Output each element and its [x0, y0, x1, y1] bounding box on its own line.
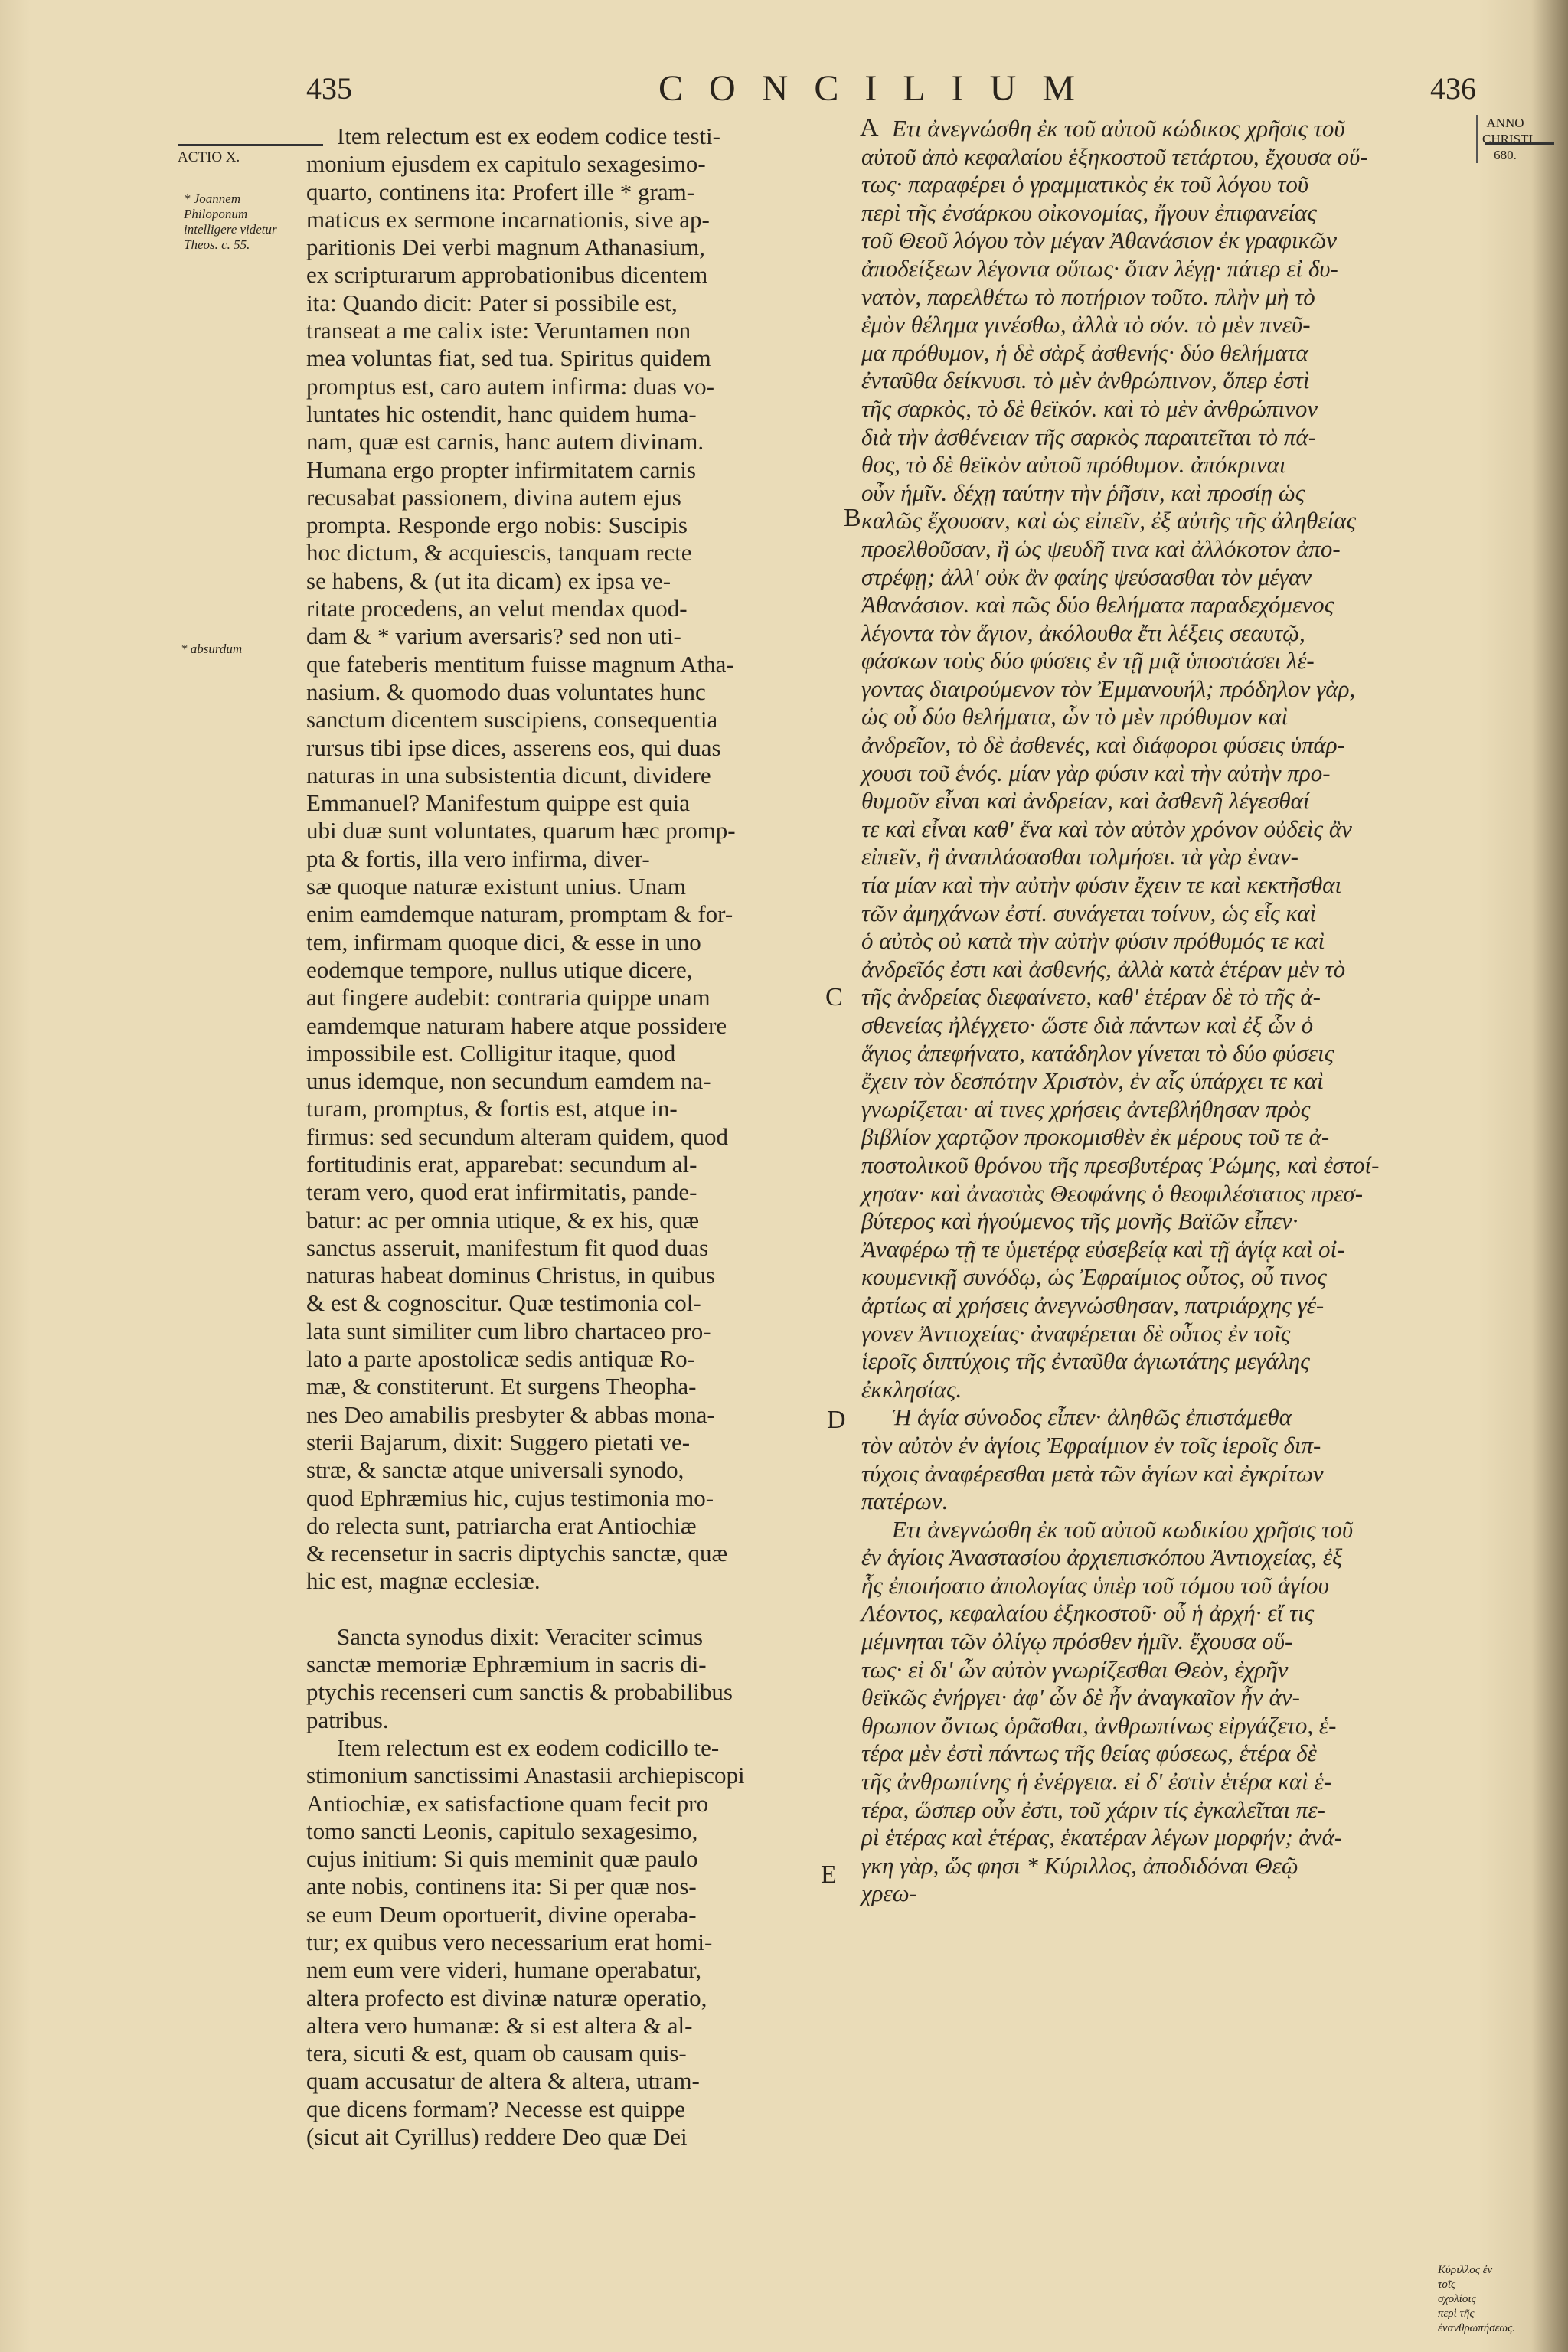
text-line: Λέοντος, κεφαλαίου ἑξηκοστοῦ· οὗ ἡ ἀρχή· εἴ τις	[861, 1599, 1315, 1627]
text-line: transeat a me calix iste: Veruntamen non	[306, 317, 691, 345]
latin-paragraph-3	[306, 1734, 850, 2151]
text-line: do relecta sunt, patriarcha erat Antiochiæ	[306, 1511, 697, 1539]
text-line: fortitudinis erat, apparebat: secundum al-	[306, 1150, 697, 1178]
text-line: ptychis recenseri cum sanctis & probabilibus	[306, 1678, 733, 1706]
text-line: εἰπεῖν, ἢ ἀναπλάσασθαι τολμήσει. τὰ γὰρ ἐναν-	[861, 843, 1298, 871]
text-line: tera, sicuti & est, quam ob causam quis-	[306, 2040, 687, 2067]
text-line: mea voluntas fiat, sed tua. Spiritus quidem	[306, 345, 711, 372]
text-line: quarto, continens ita: Profert ille * gram-	[306, 178, 695, 205]
text-line: μα πρόθυμον, ἡ δὲ σὰρξ ἀσθενής· δύο θελήματα	[861, 338, 1308, 366]
text-line: θεϊκῶς ἐνήργει· ἀφ' ὧν δὲ ἦν ἀναγκαῖον ἦν ἀν-	[861, 1684, 1300, 1711]
text-line: Ετι ἀνεγνώσθη ἐκ τοῦ αὐτοῦ κώδικος χρῆσις τοῦ	[892, 115, 1345, 142]
text-line: αὐτοῦ ἀπὸ κεφαλαίου ἑξηκοστοῦ τετάρτου, ἔχουσα οὕ-	[861, 142, 1368, 170]
text-line: πατέρων.	[861, 1488, 949, 1515]
margin-note-cyrillus: Κύριλλος ἐν τοῖς σχολίοις περὶ τῆς ἐνανθρωπήσεως.	[1438, 2264, 1515, 2334]
text-line: stimonium sanctissimi Anastasii archiepiscopi	[306, 1762, 745, 1789]
text-line: Ἀναφέρω τῇ τε ὑμετέρᾳ εὐσεβείᾳ καὶ τῇ ἁγίᾳ καὶ οἰ-	[861, 1235, 1345, 1263]
text-line: γνωρίζεται· αἱ τινες χρήσεις ἀντεβλήθησαν πρὸς	[861, 1095, 1311, 1122]
text-line: Ἀθανάσιον. καὶ πῶς δύο θελήματα παραδεχόμενος	[861, 591, 1334, 619]
text-line: patribus.	[306, 1706, 389, 1733]
text-line: γκη γὰρ, ὥς φησι * Κύριλλος, ἀποδιδόναι Θεῷ	[861, 1851, 1298, 1879]
page-title: CONCILIUM	[658, 68, 1101, 109]
text-line: τως· παραφέρει ὁ γραμματικὸς ἐκ τοῦ λόγου τοῦ	[861, 171, 1309, 198]
section-letter-e: E	[821, 1860, 837, 1889]
text-line: ἐκκλησίας.	[861, 1375, 962, 1403]
text-line: quod Ephræmius hic, cujus testimonia mo-	[306, 1484, 714, 1511]
text-line: θος, τὸ δὲ θεϊκὸν αὐτοῦ πρόθυμον. ἀπόκριναι	[861, 451, 1286, 479]
text-line: τῆς ἀνδρείας διεφαίνετο, καθ' ἑτέραν δὲ τὸ τῆς ἀ-	[861, 983, 1321, 1011]
text-line: σθενείας ἠλέγχετο· ὥστε διὰ πάντων καὶ ἐξ ὧν ὁ	[861, 1011, 1314, 1038]
text-line: χησαν· καὶ ἀναστὰς Θεοφάνης ὁ θεοφιλέστατος πρεσ-	[861, 1179, 1364, 1207]
text-line: que fateberis mentitum fuisse magnum Atha-	[306, 650, 734, 678]
anno-rule	[1485, 142, 1554, 145]
text-line: ἧς ἐποιήσατο ἀπολογίας ὑπὲρ τοῦ τόμου τοῦ ἁγίου	[861, 1571, 1329, 1599]
text-line: naturas in una subsistentia dicunt, dividere	[306, 761, 711, 789]
text-line: ἀρτίως αἱ χρήσεις ἀνεγνώσθησαν, πατριάρχης γέ-	[861, 1291, 1325, 1318]
text-line: ἐνταῦθα δείκνυσι. τὸ μὲν ἀνθρώπινον, ὅπερ ἐστὶ	[861, 367, 1310, 394]
greek-column	[861, 115, 1474, 1908]
text-line: mæ, & constiterunt. Et surgens Theopha-	[306, 1373, 697, 1400]
text-line: stræ, & sanctæ atque universali synodo,	[306, 1456, 684, 1484]
text-line: sterii Bajarum, dixit: Suggero pietati ve-	[306, 1428, 691, 1455]
text-line: λέγοντα τὸν ἅγιον, ἀκόλουθα ἔτι λέξεις σεαυτῷ,	[861, 619, 1305, 646]
text-line: καλῶς ἔχουσαν, καὶ ὡς εἰπεῖν, ἐξ αὐτῆς τῆς ἀληθείας	[861, 507, 1357, 534]
text-line: ρὶ ἑτέρας καὶ ἑτέρας, ἑκατέραν λέγων μορφήν; ἀνά-	[861, 1824, 1343, 1851]
text-line: Sancta synodus dixit: Veraciter scimus	[337, 1622, 704, 1650]
text-line: τὸν αὐτὸν ἐν ἁγίοις Ἐφραίμιον ἐν τοῖς ἱεροῖς διπ-	[861, 1431, 1321, 1459]
text-line: Humana ergo propter infirmitatem carnis	[306, 456, 697, 483]
text-line: ubi duæ sunt voluntates, quarum hæc promp-	[306, 817, 736, 844]
text-line: Ἡ ἁγία σύνοδος εἶπεν· ἀληθῶς ἐπιστάμεθα	[892, 1403, 1292, 1431]
text-line: ἐμὸν θέλημα γινέσθω, ἀλλὰ τὸ σόν. τὸ μὲν πνεῦ-	[861, 311, 1311, 338]
text-line: ita: Quando dicit: Pater si possibile est,	[306, 289, 678, 316]
text-line: lata sunt similiter cum libro chartaceo pro-	[306, 1317, 711, 1344]
text-line: nem eum vere videri, humane operabatur,	[306, 1956, 702, 1984]
text-line: eodemque tempore, nullus utique dicere,	[306, 956, 693, 983]
text-line: hoc dictum, & acquiescis, tanquam recte	[306, 539, 692, 567]
text-line: enim eamdemque naturam, promptam & for-	[306, 900, 733, 928]
text-line: nasium. & quomodo duas voluntates hunc	[306, 678, 706, 705]
text-line: nes Deo amabilis presbyter & abbas mona-	[306, 1400, 715, 1428]
text-line: sæ quoque naturæ existunt unius. Unam	[306, 873, 686, 900]
text-line: θυμοῦν εἶναι καὶ ἀνδρείαν, καὶ ἀσθενῆ λέγεσθαί	[861, 787, 1310, 815]
text-line: cujus initium: Si quis meminit quæ paulo	[306, 1845, 698, 1873]
text-line: φάσκων τοὺς δύο φύσεις ἐν τῇ μιᾷ ὑποστάσει λέ-	[861, 647, 1315, 675]
text-line: Antiochiæ, ex satisfactione quam fecit pro	[306, 1789, 709, 1817]
latin-paragraph-2	[306, 1623, 850, 1734]
text-line: & est & cognoscitur. Quæ testimonia col-	[306, 1289, 701, 1317]
text-line: monium ejusdem ex capitulo sexagesimo-	[306, 150, 706, 178]
text-line: ποστολικοῦ θρόνου τῆς πρεσβυτέρας Ῥώμης, καὶ ἐστοί-	[861, 1151, 1380, 1178]
text-line: νατὸν, παρελθέτω τὸ ποτήριον τοῦτο. πλὴν μὴ τὸ	[861, 283, 1315, 310]
text-line: se habens, & (ut ita dicam) ex ipsa ve-	[306, 567, 671, 594]
text-line: τῶν ἀμηχάνων ἐστί. συνάγεται τοίνυν, ὡς εἷς καὶ	[861, 899, 1317, 926]
actio-rule	[178, 144, 323, 146]
latin-column	[306, 122, 850, 2151]
text-line: luntates hic ostendit, hanc quidem huma-	[306, 400, 697, 427]
text-line: rursus tibi ipse dices, asserens eos, qui duas	[306, 733, 721, 761]
text-line: turam, promptus, & fortis est, atque in-	[306, 1095, 678, 1122]
text-line: ὁ αὐτὸς οὐ κατὰ τὴν αὐτὴν φύσιν πρόθυμός τε καὶ	[861, 927, 1325, 955]
text-line: se eum Deum oportuerit, divine operaba-	[306, 1900, 697, 1928]
text-line: ante nobis, continens ita: Si per quæ nos-	[306, 1873, 697, 1900]
text-line: γοντας διαιρούμενον τὸν Ἐμμανουήλ; πρόδηλον γὰρ,	[861, 675, 1356, 702]
text-line: firmus: sed secundum alteram quidem, quod	[306, 1122, 728, 1150]
text-line: naturas habeat dominus Christus, in quibus	[306, 1262, 715, 1289]
text-line: ἀνδρεῖον, τὸ δὲ ἀσθενές, καὶ διάφοροι φύσεις ὑπάρ-	[861, 731, 1345, 759]
page-number-left: 435	[306, 71, 352, 106]
text-line: κουμενικῇ συνόδῳ, ὡς Ἐφραίμιος οὗτος, οὗ τινος	[861, 1263, 1327, 1291]
text-line: Ετι ἀνεγνώσθη ἐκ τοῦ αὐτοῦ κωδικίου χρῆσις τοῦ	[892, 1515, 1354, 1543]
text-line: que dicens formam? Necesse est quippe	[306, 2095, 685, 2122]
text-line: paritionis Dei verbi magnum Athanasium,	[306, 234, 705, 261]
margin-note-philoponum: * Joannem Philoponum intelligere videtur Theos. c. 55.	[184, 191, 277, 252]
text-line: Item relectum est ex eodem codice testi-	[337, 122, 720, 149]
section-letter-b: B	[844, 504, 861, 532]
anno-christi-note: ANNO CHRISTI 680.	[1476, 115, 1528, 163]
text-line: τία μίαν καὶ τὴν αὐτὴν φύσιν ἔχειν τε καὶ κεκτῆσθαι	[861, 871, 1342, 899]
text-line: Item relectum est ex eodem codicillo te-	[337, 1733, 720, 1761]
text-line: χουσι τοῦ ἑνός. μίαν γὰρ φύσιν καὶ τὴν αὐτὴν προ-	[861, 759, 1331, 786]
latin-paragraph-1	[306, 122, 850, 1596]
text-line: ἔχειν τὸν δεσπότην Χριστὸν, ἐν αἷς ὑπάρχει τε καὶ	[861, 1067, 1324, 1095]
text-line: τως· εἰ δι' ὧν αὐτὸν γνωρίζεσθαι Θεὸν, ἐχρῆν	[861, 1655, 1289, 1683]
greek-paragraph-1	[861, 115, 1474, 1403]
text-line: altera vero humanæ: & si est altera & al-	[306, 2011, 693, 2039]
text-line: prompta. Responde ergo nobis: Suscipis	[306, 511, 688, 539]
text-line: θρωπον ὄντως ὁρᾶσθαι, ἀνθρωπίνως εἰργάζετο, ἑ-	[861, 1711, 1337, 1739]
text-line: promptus est, caro autem infirma: duas vo-	[306, 372, 714, 400]
greek-paragraph-3	[861, 1516, 1474, 1908]
text-line: pta & fortis, illa vero infirma, diver-	[306, 844, 650, 872]
text-line: eamdemque naturam habere atque possidere	[306, 1011, 727, 1039]
text-line: tomo sancti Leonis, capitulo sexagesimo,	[306, 1817, 698, 1844]
text-line: tem, infirmam quoque dici, & esse in uno	[306, 928, 701, 956]
text-line: διὰ τὴν ἀσθένειαν τῆς σαρκὸς παραιτεῖται τὸ πά-	[861, 423, 1317, 450]
text-line: τῆς ἀνθρωπίνης ἡ ἐνέργεια. εἰ δ' ἐστὶν ἑτέρα καὶ ἑ-	[861, 1768, 1332, 1795]
section-letter-c: C	[825, 983, 843, 1011]
text-line: sanctus asseruit, manifestum fit quod duas	[306, 1233, 709, 1261]
text-line: στρέφῃ; ἀλλ' οὐκ ἂν φαίης ψεύσασθαι τὸν μέγαν	[861, 563, 1312, 590]
text-line: & recensetur in sacris diptychis sanctæ, quæ	[306, 1540, 728, 1567]
text-line: μέμνηται τῶν ὀλίγῳ πρόσθεν ἡμῖν. ἔχουσα οὕ-	[861, 1628, 1293, 1655]
text-line: lato a parte apostolicæ sedis antiquæ Ro-	[306, 1345, 695, 1373]
text-line: τύχοις ἀναφέρεσθαι μετὰ τῶν ἁγίων καὶ ἐγκρίτων	[861, 1459, 1324, 1487]
text-line: dam & * varium aversaris? sed non uti-	[306, 622, 681, 650]
text-line: teram vero, quod erat infirmitatis, pande-	[306, 1178, 697, 1206]
text-line: ex scripturarum approbationibus dicentem	[306, 261, 708, 289]
greek-paragraph-2	[861, 1403, 1474, 1515]
text-line: quam accusatur de altera & altera, utram-	[306, 2067, 700, 2095]
text-line: ὡς οὗ δύο θελήματα, ὧν τὸ μὲν πρόθυμον καὶ	[861, 703, 1289, 730]
text-line: batur: ac per omnia utique, & ex his, quæ	[306, 1206, 700, 1233]
text-line: τῆς σαρκὸς, τὸ δὲ θεϊκόν. καὶ τὸ μὲν ἀνθρώπινον	[861, 394, 1318, 422]
text-line: altera profecto est divinæ naturæ operatio,	[306, 1984, 707, 2011]
text-line: τέρα, ὥσπερ οὖν ἐστι, τοῦ χάριν τίς ἐγκαλεῖται πε-	[861, 1795, 1325, 1823]
text-line: (sicut ait Cyrillus) reddere Deo quæ Dei	[306, 2123, 688, 2151]
section-letter-a: A	[860, 113, 879, 142]
actio-label: ACTIO X.	[178, 149, 240, 165]
text-line: ἐν ἁγίοις Ἀναστασίου ἀρχιεπισκόπου Ἀντιοχείας, ἐξ	[861, 1544, 1343, 1571]
text-line: ἅγιος ἀπεφήνατο, κατάδηλον γίνεται τὸ δύο φύσεις	[861, 1039, 1334, 1067]
text-line: Emmanuel? Manifestum quippe est quia	[306, 789, 691, 817]
text-line: προελθοῦσαν, ἢ ὡς ψευδῆ τινα καὶ ἀλλόκοτον ἀπο-	[861, 534, 1341, 562]
text-line: ritate procedens, an velut mendax quod-	[306, 595, 688, 622]
page-number-right: 436	[1430, 71, 1476, 106]
margin-note-absurdum: * absurdum	[181, 642, 243, 656]
text-line: βύτερος καὶ ἡγούμενος τῆς μονῆς Βαϊῶν εἶπεν·	[861, 1207, 1298, 1235]
text-line: ἀποδείξεων λέγοντα οὕτως· ὅταν λέγῃ· πάτερ εἰ δυ-	[861, 254, 1338, 282]
text-line: οὖν ἡμῖν. δέχῃ ταύτην τὴν ῥῆσιν, καὶ προσίῃ ὡς	[861, 479, 1305, 506]
text-line: maticus ex sermone incarnationis, sive ap-	[306, 205, 710, 233]
text-line: ἀνδρεῖός ἐστι καὶ ἀσθενής, ἀλλὰ κατὰ ἑτέραν μὲν τὸ	[861, 955, 1346, 982]
text-line: sanctum dicentem suscipiens, consequentia	[306, 706, 718, 733]
text-line: unus idemque, non secundum eamdem na-	[306, 1067, 711, 1095]
text-line: τοῦ Θεοῦ λόγου τὸν μέγαν Ἀθανάσιον ἐκ γραφικῶν	[861, 227, 1338, 254]
text-line: ἱεροῖς διπτύχοις τῆς ἐνταῦθα ἁγιωτάτης μεγάλης	[861, 1348, 1310, 1375]
text-line: impossibile est. Colligitur itaque, quod	[306, 1039, 676, 1067]
text-line: sanctæ memoriæ Ephræmium in sacris di-	[306, 1651, 707, 1678]
text-line: nam, quæ est carnis, hanc autem divinam.	[306, 428, 704, 456]
text-line: hic est, magnæ ecclesiæ.	[306, 1567, 541, 1595]
text-line: tur; ex quibus vero necessarium erat homi-	[306, 1929, 713, 1955]
text-line: τέρα μὲν ἐστὶ πάντως τῆς θείας φύσεως, ἑτέρα δὲ	[861, 1740, 1317, 1767]
text-line: χρεω-	[861, 1880, 917, 1907]
text-line: aut fingere audebit: contraria quippe unam	[306, 984, 710, 1011]
section-letter-d: D	[827, 1406, 846, 1434]
text-line: βιβλίον χαρτῷον προκομισθὲν ἐκ μέρους τοῦ τε ἀ-	[861, 1123, 1330, 1151]
text-line: recusabat passionem, divina autem ejus	[306, 483, 681, 511]
text-line: γονεν Ἀντιοχείας· ἀναφέρεται δὲ οὗτος ἐν τοῖς	[861, 1319, 1291, 1347]
text-line: τε καὶ εἶναι καθ' ἕνα καὶ τὸν αὐτὸν χρόνον οὐδεὶς ἂν	[861, 815, 1352, 842]
text-line: περὶ τῆς ἐνσάρκου οἰκονομίας, ἤγουν ἐπιφανείας	[861, 198, 1317, 226]
